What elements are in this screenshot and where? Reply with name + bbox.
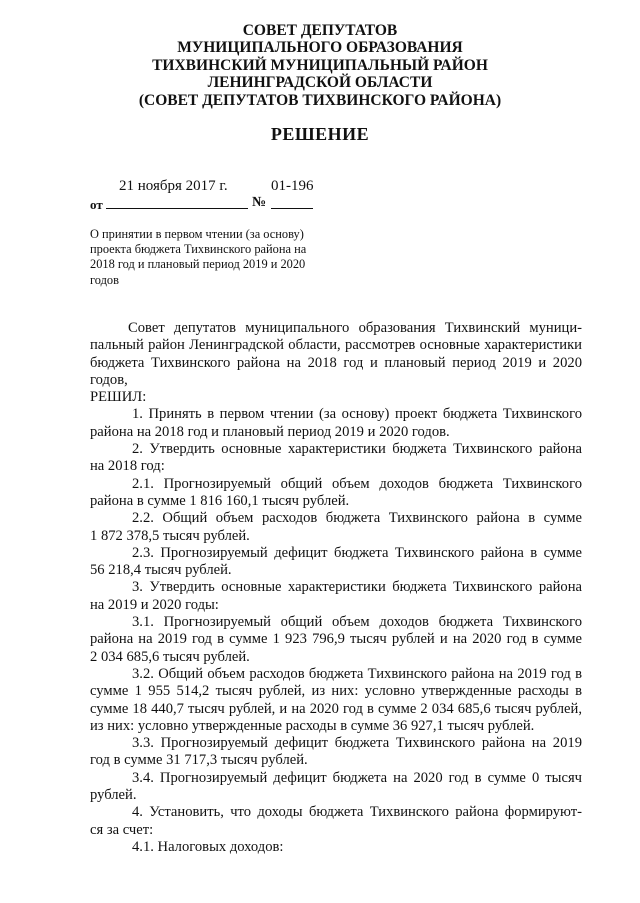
body-line: 3. Утвердить основные характеристики бюджета Тихвинского района — [132, 579, 582, 596]
subject-line: годов — [90, 272, 119, 287]
body-line: сумме 1 955 514,2 тысяч рублей, из них: условно утвержденные расходы в — [90, 683, 582, 700]
body-line: 3.3. Прогнозируемый дефицит бюджета Тихвинского района на 2019 — [132, 735, 582, 752]
body-line: 2 034 685,6 тысяч рублей. — [90, 648, 250, 665]
header-line-5: (СОВЕТ ДЕПУТАТОВ ТИХВИНСКОГО РАЙОНА) — [138, 91, 502, 109]
document-header — [0, 22, 640, 109]
body-line: 2.1. Прогнозируемый общий объем доходов бюджета Тихвинского — [132, 475, 582, 492]
body-line: района на 2018 год и плановый период 2019 и 2020 годов. — [90, 423, 450, 440]
body-line: района в сумме 1 816 160,1 тысяч рублей. — [90, 492, 350, 509]
header-line-2: МУНИЦИПАЛЬНОГО ОБРАЗОВАНИЯ — [177, 39, 463, 57]
body-line: на 2018 год: — [90, 458, 165, 475]
decision-subject — [90, 227, 306, 288]
decided-label: РЕШИЛ: — [90, 389, 147, 406]
subject-line: О принятии в первом чтении (за основу) — [90, 227, 304, 241]
body-line: 3.1. Прогнозируемый общий объем доходов бюджета Тихвинского — [132, 614, 582, 631]
body-line: района на 2019 год в сумме 1 923 796,9 тысяч рублей и на 2020 год в сумме — [90, 631, 582, 648]
from-label: от — [90, 197, 103, 212]
document-title: РЕШЕНИЕ — [270, 124, 370, 144]
body-line: 1. Принять в первом чтении (за основу) проект бюджета Тихвинского — [132, 406, 582, 423]
body-line: 56 218,4 тысяч рублей. — [90, 562, 232, 579]
body-line: 1 872 378,5 тысяч рублей. — [90, 527, 250, 544]
body-line: год в сумме 31 717,3 тысяч рублей. — [90, 752, 308, 769]
body-line: сумме 18 440,7 тысяч рублей, и на 2020 год в сумме 2 034 685,6 тысяч рублей, — [90, 700, 582, 717]
subject-line: 2018 год и плановый период 2019 и 2020 — [90, 257, 306, 272]
body-line: бюджета Тихвинского района на 2018 год и плановый период 2019 и 2020 — [90, 354, 582, 371]
body-line: рублей. — [90, 787, 137, 804]
body-line: 2.2. Общий объем расходов бюджета Тихвинского района в сумме — [132, 510, 582, 527]
header-line-1: СОВЕТ ДЕПУТАТОВ — [242, 22, 398, 39]
header-line-3: ТИХВИНСКИЙ МУНИЦИПАЛЬНЫЙ РАЙОН — [152, 56, 488, 74]
body-line: годов, — [90, 371, 128, 388]
body-line: Совет депутатов муниципального образования Тихвинский муници- — [128, 320, 582, 336]
body-line: из них: условно утвержденные расходы в сумме 36 927,1 тысяч рублей. — [90, 717, 535, 734]
body-line: на 2019 и 2020 годы: — [90, 596, 219, 613]
body-line: 4. Установить, что доходы бюджета Тихвинского района формируют- — [132, 804, 582, 821]
header-line-4: ЛЕНИНГРАДСКОЙ ОБЛАСТИ — [207, 74, 433, 92]
number-label: № — [252, 195, 267, 210]
subject-line: проекта бюджета Тихвинского района на — [90, 242, 307, 257]
body-line: 4.1. Налоговых доходов: — [132, 838, 284, 855]
decision-number: 01-196 — [271, 178, 314, 194]
body-line: ся за счет: — [90, 821, 154, 838]
body-line: 3.4. Прогнозируемый дефицит бюджета на 2020 год в сумме 0 тысяч — [132, 769, 582, 786]
body-line: 3.2. Общий объем расходов бюджета Тихвинского района на 2019 год в — [132, 665, 582, 682]
document-body — [90, 320, 582, 856]
decision-date: 21 ноября 2017 г. — [119, 178, 228, 194]
body-line: 2.3. Прогнозируемый дефицит бюджета Тихвинского района в сумме — [132, 544, 582, 561]
date-underline — [106, 208, 248, 209]
body-line: 2. Утвердить основные характеристики бюджета Тихвинского района — [132, 441, 582, 458]
body-line: пальный район Ленинградской области, рассмотрев основные характеристики — [90, 337, 582, 354]
number-underline — [271, 208, 313, 209]
